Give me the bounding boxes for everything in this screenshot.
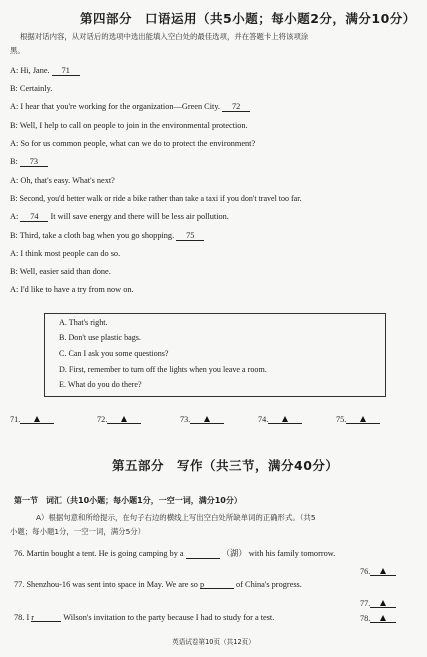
triangle-icon bbox=[121, 416, 127, 422]
answer-73: 73. bbox=[180, 414, 224, 424]
part4-instruction-line1: 根据对话内容，从对话后的选项中选出能填入空白处的最佳选项，并在答题卡上将该项涂 bbox=[20, 32, 309, 41]
dialogue-line-2: B: Certainly. bbox=[10, 84, 53, 93]
triangle-icon bbox=[282, 416, 288, 422]
question-76: 76. Martin bought a tent. He is going camping by a （湖） with his family tomorrow. bbox=[14, 549, 336, 558]
answer-blank[interactable] bbox=[370, 613, 396, 623]
blank-72: 72 bbox=[222, 102, 250, 112]
blank-74: 74 bbox=[20, 212, 48, 222]
triangle-icon bbox=[380, 568, 386, 574]
option-a: A. That's right. bbox=[59, 318, 108, 327]
answer-75: 75. bbox=[336, 414, 380, 424]
dialogue-line-13: A: I'd like to have a try from now on. bbox=[10, 285, 134, 294]
dialogue-line-3: A: I hear that you're working for the organization—Green City. 72 bbox=[10, 102, 250, 112]
dialogue-line-9: A: 74 It will save energy and there will be less air pollution. bbox=[10, 212, 229, 221]
triangle-icon bbox=[380, 600, 386, 606]
triangle-icon bbox=[380, 615, 386, 621]
dialogue-line-1: A: Hi, Jane. 71 bbox=[10, 66, 80, 76]
q78-blank[interactable]: r bbox=[31, 613, 61, 622]
part4-instruction-line2: 黑。 bbox=[10, 46, 25, 55]
part5-instruction-line2: 小题；每小题1分，一空一词，满分5分） bbox=[10, 527, 146, 536]
option-c: C. Can I ask you some questions? bbox=[59, 349, 169, 358]
dialogue-line-12: B: Well, easier said than done. bbox=[10, 267, 111, 276]
answer-blank[interactable] bbox=[107, 414, 141, 424]
option-e: E. What do you do there? bbox=[59, 380, 142, 389]
answer-blank[interactable] bbox=[268, 414, 302, 424]
answer-74: 74. bbox=[258, 414, 302, 424]
part5-title: 第五部分 写作（共三节，满分40分） bbox=[112, 458, 339, 473]
options-box bbox=[44, 313, 386, 397]
part4-title: 第四部分 口语运用（共5小题；每小题2分，满分10分） bbox=[80, 11, 416, 26]
q76-blank[interactable] bbox=[186, 550, 220, 559]
q77-blank[interactable]: p bbox=[200, 580, 234, 589]
triangle-icon bbox=[204, 416, 210, 422]
question-78: 78. I r Wilson's invitation to the party because I had to study for a test. bbox=[14, 613, 275, 622]
option-d: D. First, remember to turn off the lights when you leave a room. bbox=[59, 365, 267, 374]
dialogue-line-11: A: I think most people can do so. bbox=[10, 249, 121, 258]
dialogue-line-7: A: Oh, that's easy. What's next? bbox=[10, 176, 115, 185]
answer-77: 77. bbox=[360, 598, 396, 608]
blank-75: 75 bbox=[176, 231, 204, 241]
answer-71: 71. bbox=[10, 414, 54, 424]
triangle-icon bbox=[360, 416, 366, 422]
section1-title: 第一节 词汇（共10小题；每小题1分，一空一词，满分10分） bbox=[14, 496, 242, 505]
answer-78: 78. bbox=[360, 613, 396, 623]
answer-blank[interactable] bbox=[190, 414, 224, 424]
dialogue-line-4: B: Well, I help to call on people to join in the environmental protection. bbox=[10, 121, 248, 130]
answer-blank[interactable] bbox=[370, 598, 396, 608]
triangle-icon bbox=[34, 416, 40, 422]
question-77: 77. Shenzhou-16 was sent into space in May. We are so p of China's progress. bbox=[14, 580, 302, 589]
dialogue-line-5: A: So for us common people, what can we do to protect the environment? bbox=[10, 139, 256, 148]
option-b: B. Don't use plastic bags. bbox=[59, 333, 141, 342]
answer-blank[interactable] bbox=[20, 414, 54, 424]
dialogue-line-10: B: Third, take a cloth bag when you go shopping. 75 bbox=[10, 231, 204, 241]
answer-blank[interactable] bbox=[346, 414, 380, 424]
page-footer: 英语试卷第10页（共12页） bbox=[172, 638, 255, 646]
dialogue-line-6: B: 73 bbox=[10, 157, 48, 167]
blank-73: 73 bbox=[20, 157, 48, 167]
answer-72: 72. bbox=[97, 414, 141, 424]
answer-blank[interactable] bbox=[370, 566, 396, 576]
dialogue-line-8: B: Second, you'd better walk or ride a bike rather than take a taxi if you don't travel too far. bbox=[10, 194, 302, 203]
answer-76: 76. bbox=[360, 566, 396, 576]
blank-71: 71 bbox=[52, 66, 80, 76]
part5-instruction-line1: A）根据句意和所给提示，在句子右边的横线上写出空白处所缺单词的正确形式。（共5 bbox=[36, 513, 316, 522]
